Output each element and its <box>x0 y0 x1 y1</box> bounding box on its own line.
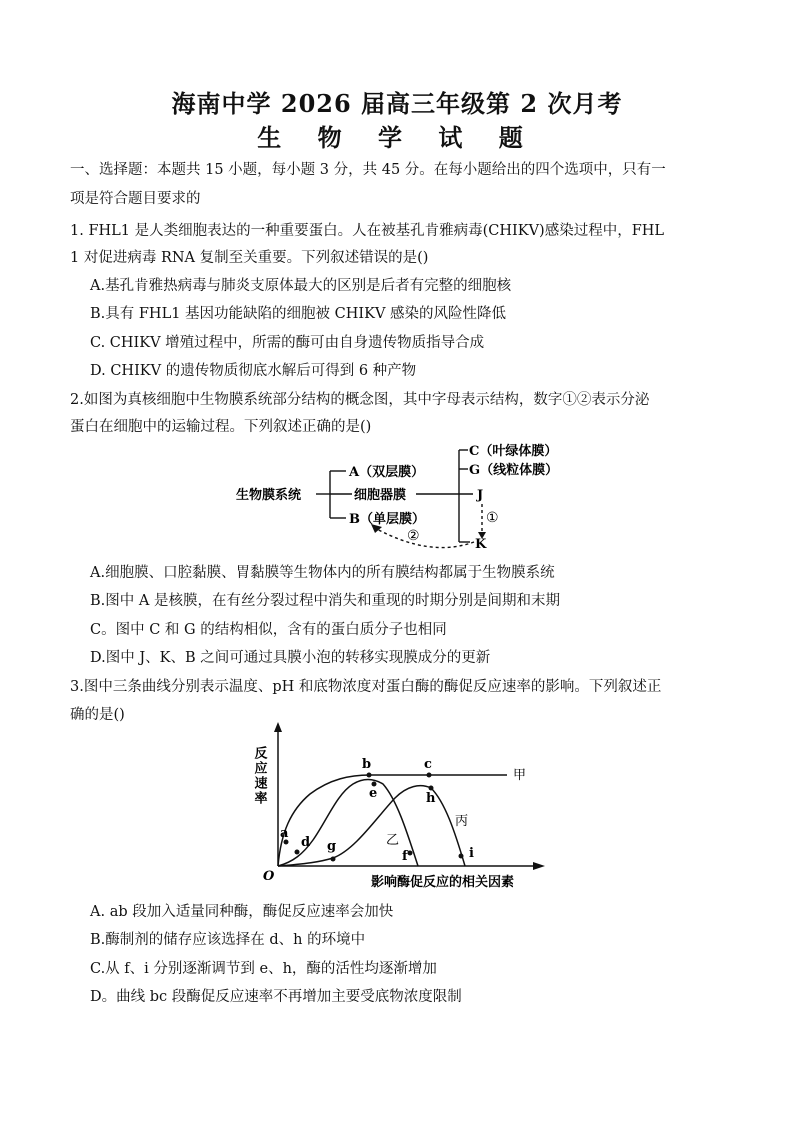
graph-x-axis-label: 影响酶促反应的相关因素 <box>371 875 515 890</box>
q3-option-c: C.从 f、i 分别逐渐调节到 e、h，酶的活性均逐渐增加 <box>90 961 437 977</box>
section-instruction-line1: 一、选择题：本题共 15 小题，每小题 3 分，共 45 分。在每小题给出的四个选项中，只有一 <box>70 162 666 178</box>
curve-label-bing: 丙 <box>455 814 469 829</box>
q3-option-a: A. ab 段加入适量同种酶，酶促反应速率会加快 <box>90 904 394 920</box>
point-label-d: d <box>301 835 311 850</box>
diagram-node-a: A（双层膜） <box>349 465 425 480</box>
q1-stem-line1: 1. FHL1 是人类细胞表达的一种重要蛋白。人在被基孔肯雅病毒(CHIKV)感染过程中，FHL <box>70 223 665 239</box>
point-label-a: a <box>280 826 289 841</box>
membrane-concept-diagram <box>230 438 570 553</box>
curve-label-yi: 乙 <box>386 833 400 848</box>
exam-subtitle: 生 物 学 试 题 <box>257 123 537 152</box>
q2-option-c: C。图中 C 和 G 的结构相似，含有的蛋白质分子也相同 <box>90 622 447 638</box>
q3-option-d: D。曲线 bc 段酶促反应速率不再增加主要受底物浓度限制 <box>90 989 462 1005</box>
point-label-f: f <box>402 849 408 864</box>
q2-option-b: B.图中 A 是核膜，在有丝分裂过程中消失和重现的时期分别是间期和末期 <box>90 593 560 609</box>
diagram-node-j: J <box>477 488 484 503</box>
q2-stem-line2: 蛋白在细胞中的运输过程。下列叙述正确的是() <box>70 419 372 435</box>
q3-stem-line2: 确的是() <box>70 707 125 723</box>
exam-title: 海南中学 2026 届高三年级第 2 次月考 <box>171 89 623 118</box>
diagram-node-k: K <box>475 537 487 552</box>
point-label-c: c <box>424 757 432 772</box>
diagram-node-organelle: 细胞器膜 <box>354 488 407 503</box>
q1-stem-line2: 1 对促进病毒 RNA 复制至关重要。下列叙述错误的是() <box>70 250 429 266</box>
diagram-node-g: G（线粒体膜） <box>469 463 559 478</box>
diagram-step-2: ② <box>407 528 420 544</box>
point-label-i: i <box>469 846 474 861</box>
q1-option-a: A.基孔肯雅热病毒与肺炎支原体最大的区别是后者有完整的细胞核 <box>90 278 512 294</box>
diagram-node-c: C（叶绿体膜） <box>469 444 558 459</box>
point-label-b: b <box>362 757 372 772</box>
q1-option-c: C. CHIKV 增殖过程中，所需的酶可由自身遗传物质指导合成 <box>90 335 485 351</box>
q2-option-a: A.细胞膜、口腔黏膜、胃黏膜等生物体内的所有膜结构都属于生物膜系统 <box>90 565 555 581</box>
diagram-node-b: B（单层膜） <box>349 512 425 527</box>
diagram-step-1: ① <box>486 510 499 526</box>
curve-label-jia: 甲 <box>513 768 527 783</box>
point-label-g: g <box>327 839 337 854</box>
q3-stem-line1: 3.图中三条曲线分别表示温度、pH 和底物浓度对蛋白酶的酶促反应速率的影响。下列叙述正 <box>70 679 662 695</box>
q2-option-d: D.图中 J、K、B 之间可通过具膜小泡的转移实现膜成分的更新 <box>90 650 491 666</box>
point-label-e: e <box>369 786 378 801</box>
q3-option-b: B.酶制剂的储存应该选择在 d、h 的环境中 <box>90 932 366 948</box>
diagram-root-label: 生物膜系统 <box>236 488 302 503</box>
graph-y-axis-label: 反应速率 <box>251 746 267 806</box>
q2-stem-line1: 2.如图为真核细胞中生物膜系统部分结构的概念图，其中字母表示结构，数字①②表示分泌 <box>70 392 650 408</box>
graph-origin-label: O <box>263 869 275 884</box>
enzyme-rate-graph <box>251 722 550 892</box>
point-label-h: h <box>426 791 436 806</box>
section-instruction-line2: 项是符合题目要求的 <box>70 191 201 207</box>
q1-option-b: B.具有 FHL1 基因功能缺陷的细胞被 CHIKV 感染的风险性降低 <box>90 306 507 322</box>
q1-option-d: D. CHIKV 的遗传物质彻底水解后可得到 6 种产物 <box>90 363 417 379</box>
